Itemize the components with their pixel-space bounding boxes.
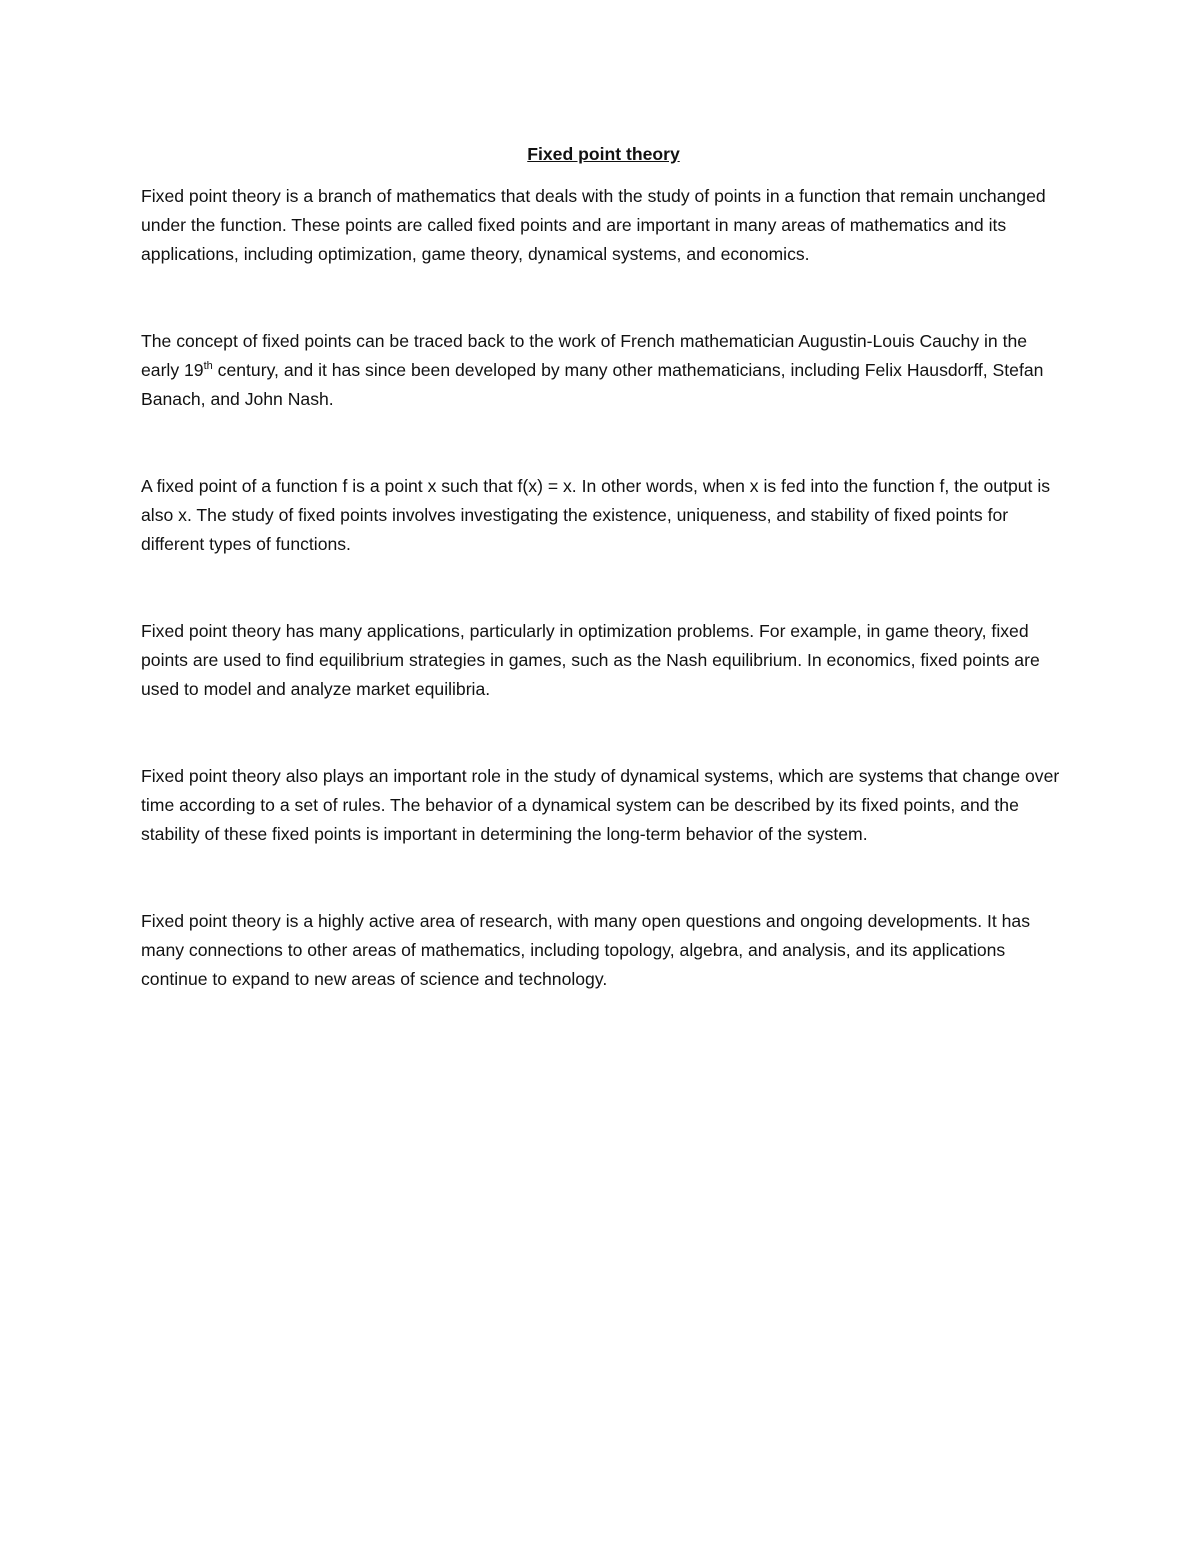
- paragraph-research: Fixed point theory is a highly active area of research, with many open questions and ongoing developments. It has many connections to other areas of mathematics, including topology, algebra, and analysis, and its applications continue to expand to new areas of science and technology.: [141, 911, 1031, 989]
- paragraph-history: [141, 327, 1066, 414]
- document-body: [141, 140, 1066, 994]
- ordinal-suffix: th: [203, 360, 213, 372]
- paragraph-applications: Fixed point theory has many applications, particularly in optimization problems. For example, in game theory, fixed points are used to find equilibrium strategies in games, such as the Nash equilibrium. In economics, fixed points are used to model and analyze market equilibria.: [141, 621, 1040, 699]
- paragraph-definition: A fixed point of a function f is a point x such that f(x) = x. In other words, when x is fed into the function f, the output is also x. The study of fixed points involves investigating the existence, uniqueness, and stability of fixed points for different types of functions.: [141, 476, 1051, 554]
- paragraph-history-text-before: The concept of fixed points can be traced back to the work of French mathematician Augustin-Louis Cauchy in the early 19: [141, 331, 1028, 380]
- paragraph-intro: Fixed point theory is a branch of mathematics that deals with the study of points in a function that remain unchanged under the function. These points are called fixed points and are important in many areas of mathematics and its applications, including optimization, game theory, dynamical systems, and economics.: [141, 186, 1046, 264]
- document-title: Fixed point theory: [527, 144, 680, 164]
- paragraph-dynamical-systems: Fixed point theory also plays an important role in the study of dynamical systems, which are systems that change over time according to a set of rules. The behavior of a dynamical system can be described by its fixed points, and the stability of these fixed points is important in determining the long-term behavior of the system.: [141, 766, 1060, 844]
- paragraph-history-text-after: century, and it has since been developed by many other mathematicians, including Felix Hausdorff, Stefan Banach, and John Nash.: [141, 360, 1044, 409]
